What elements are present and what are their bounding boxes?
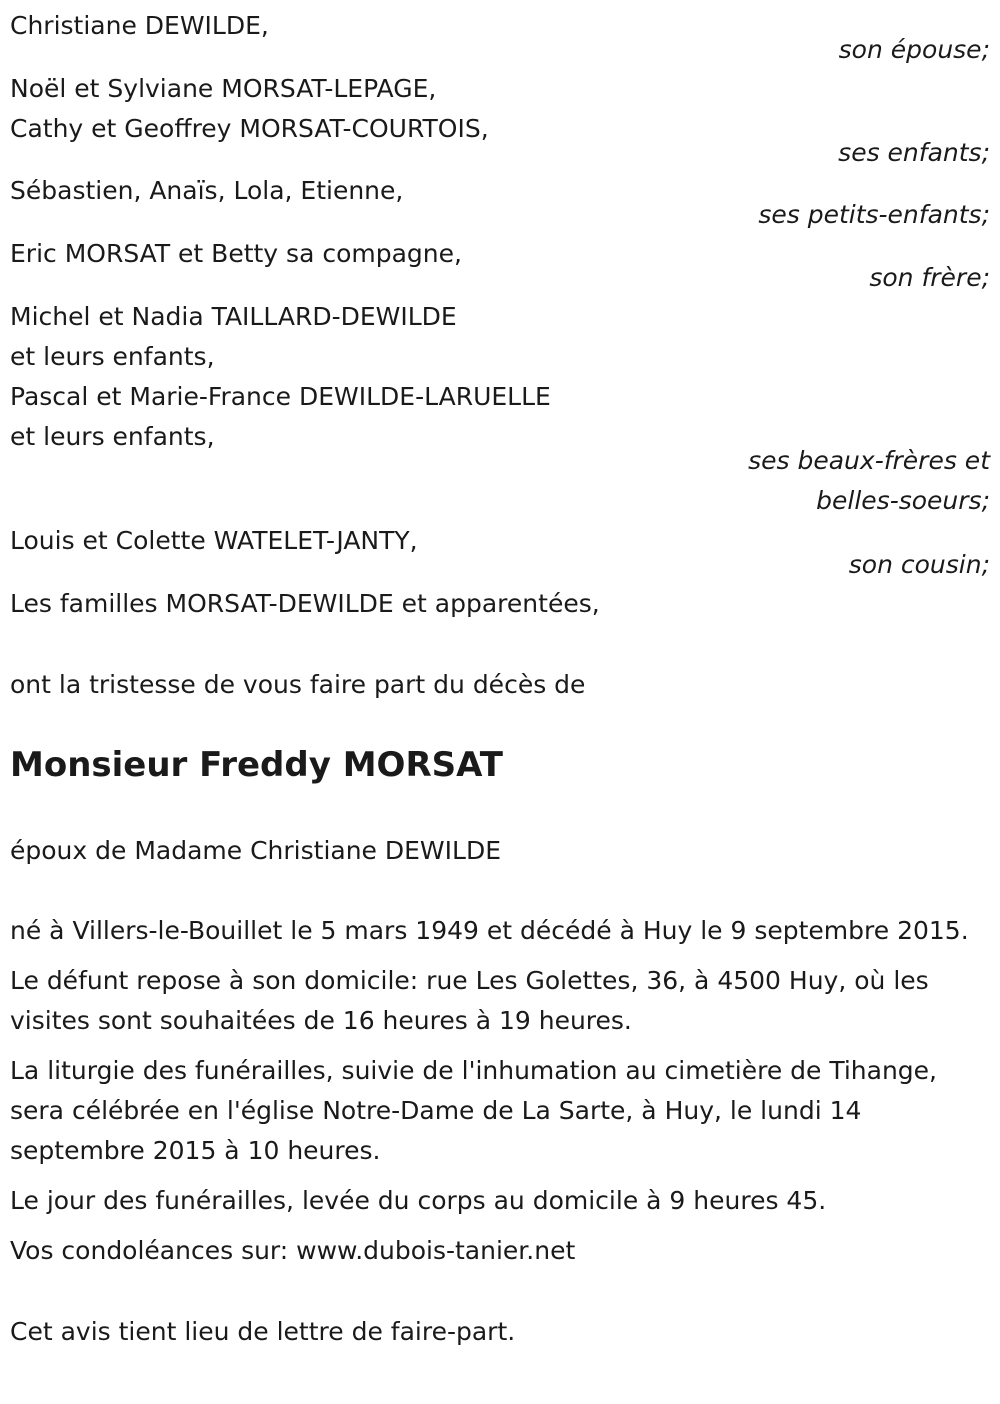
deceased-name: Monsieur Freddy MORSAT [10, 745, 503, 785]
family-name-line: Sébastien, Anaïs, Lola, Etienne, [10, 176, 404, 205]
family-name-line: Michel et Nadia TAILLARD-DEWILDE [10, 302, 457, 331]
family-role: son épouse; [838, 35, 990, 64]
liturgy-paragraph: La liturgie des funérailles, suivie de l'inhumation au cimetière de Tihange, sera célébrée en l'église Notre-Dame de La Sarte, à Huy, le lundi 14 septembre 2015 à 10 heures. [10, 1056, 938, 1165]
family-name-line: et leurs enfants, [10, 342, 215, 371]
birth-death-paragraph: né à Villers-le-Bouillet le 5 mars 1949 et décédé à Huy le 9 septembre 2015. [10, 916, 969, 945]
levee-paragraph: Le jour des funérailles, levée du corps au domicile à 9 heures 45. [10, 1186, 827, 1215]
announcement: ont la tristesse de vous faire part du décès de [10, 670, 586, 699]
family-role: ses enfants; [838, 138, 990, 167]
family-name-line: Christiane DEWILDE, [10, 11, 269, 40]
family-role: belles-soeurs; [816, 486, 990, 515]
spouse-line: époux de Madame Christiane DEWILDE [10, 836, 501, 865]
family-name-line: Cathy et Geoffrey MORSAT-COURTOIS, [10, 114, 489, 143]
family-role: ses beaux-frères et [748, 446, 990, 475]
condolences-line: Vos condoléances sur: www.dubois-tanier.net [10, 1236, 576, 1265]
closing-line: Cet avis tient lieu de lettre de faire-part. [10, 1317, 516, 1346]
family-role: ses petits-enfants; [758, 200, 990, 229]
family-group-children [10, 69, 990, 173]
family-name-line: Les familles MORSAT-DEWILDE et apparentées, [10, 589, 600, 618]
family-role: son frère; [869, 263, 990, 292]
repose-paragraph: Le défunt repose à son domicile: rue Les Golettes, 36, à 4500 Huy, où les visites sont souhaitées de 16 heures à 19 heures. [10, 966, 929, 1035]
family-name-line: Pascal et Marie-France DEWILDE-LARUELLE [10, 382, 551, 411]
family-role: son cousin; [848, 550, 990, 579]
family-group-brother [10, 234, 990, 298]
family-group-relatives [10, 584, 990, 624]
family-group-cousin [10, 521, 990, 585]
family-group-in-laws [10, 297, 990, 521]
family-name-line: Noël et Sylviane MORSAT-LEPAGE, [10, 74, 437, 103]
family-name-line: Eric MORSAT et Betty sa compagne, [10, 239, 462, 268]
family-group-spouse [10, 0, 990, 70]
family-name-line: et leurs enfants, [10, 422, 215, 451]
family-name-line: Louis et Colette WATELET-JANTY, [10, 526, 418, 555]
family-group-grandchildren [10, 171, 990, 235]
